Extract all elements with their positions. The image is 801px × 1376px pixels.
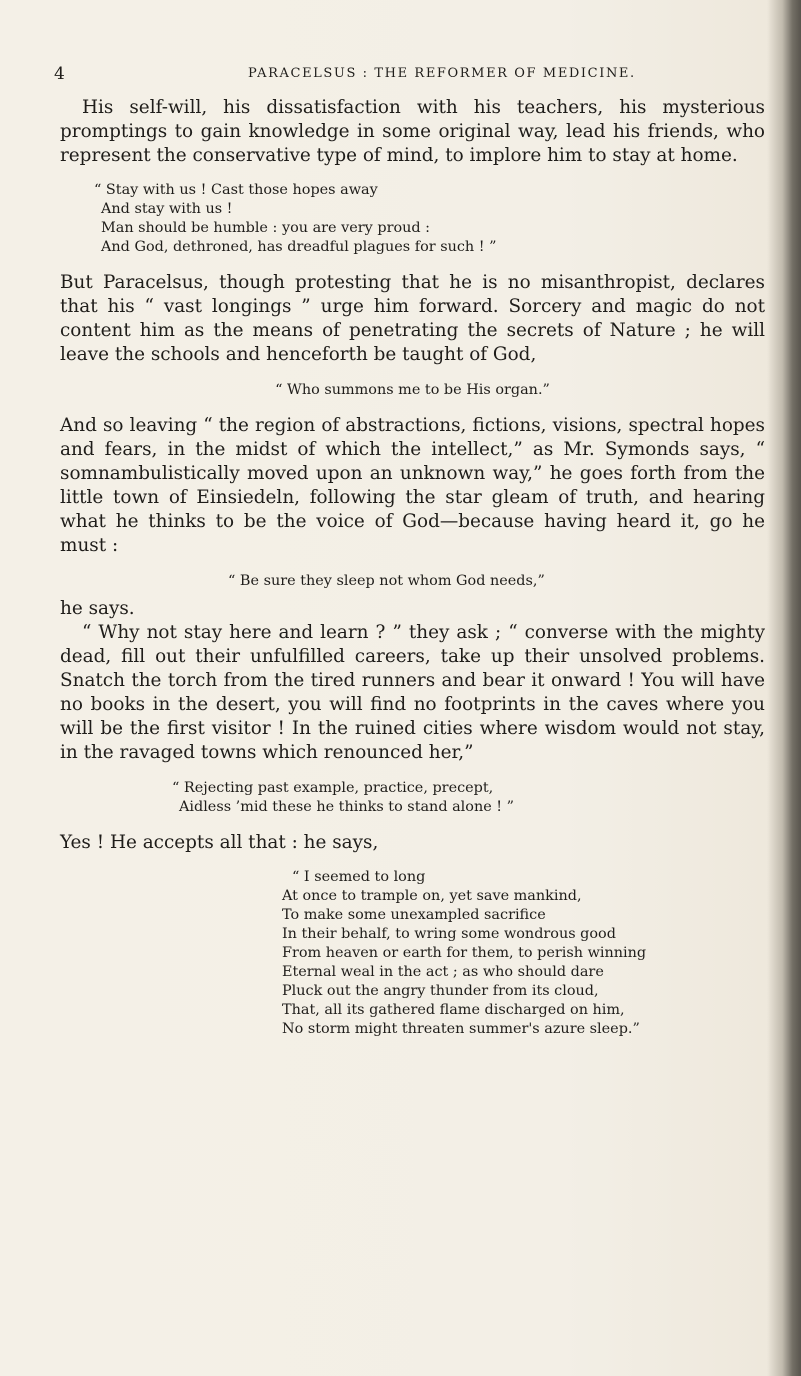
paragraph-2: But Paracelsus, though protesting that he is no misanthropist, declares that his “ vast longings ” urge him forward. Sorcery and magic do not content him as the means of penetrating the secrets of Nature ; he will leave the schools and henceforth be taught of God, bbox=[60, 272, 765, 365]
page-text bbox=[60, 96, 765, 1039]
page-number: 4 bbox=[54, 64, 66, 84]
verse-quote-3: “ Be sure they sleep not whom God needs,” bbox=[228, 573, 545, 589]
verse-line: That, all its gathered flame discharged on him, bbox=[282, 1002, 625, 1018]
verse-line: And God, dethroned, has dreadful plagues for such ! ” bbox=[101, 239, 497, 255]
paragraph-4: “ Why not stay here and learn ? ” they ask ; “ converse with the mighty dead, fill out their unfulfilled careers, take up their unsolved problems. Snatch the torch from the tired runners and bear it onward ! You will have no books in the desert, you will find no footprints in the caves where you will be the first visitor ! In the ruined cities where wisdom would not stay, in the ravaged towns which renounced her,” bbox=[60, 622, 765, 763]
verse-quote-1 bbox=[94, 181, 765, 257]
verse-line: Eternal weal in the act ; as who should dare bbox=[282, 964, 604, 980]
verse-quote-5 bbox=[60, 868, 765, 1039]
verse-line: From heaven or earth for them, to perish winning bbox=[282, 945, 647, 961]
verse-line: Man should be humble : you are very proud : bbox=[101, 220, 431, 236]
verse-line: To make some unexampled sacrifice bbox=[282, 907, 546, 923]
verse-line: “ Rejecting past example, practice, precept, bbox=[172, 780, 494, 796]
verse-line: No storm might threaten summer's azure sleep.” bbox=[282, 1021, 640, 1037]
verse-quote-4 bbox=[172, 779, 765, 817]
paragraph-3: And so leaving “ the region of abstractions, fictions, visions, spectral hopes and fears, in the midst of which the intellect,” as Mr. Symonds says, “ somnambulistically moved upon an unknown way,” he goes forth from the little town of Einsiedeln, following the star gleam of truth, and hearing what he thinks to be the voice of God—because having heard it, go he must : bbox=[60, 415, 765, 556]
paragraph-1: His self-will, his dissatisfaction with his teachers, his mysterious promptings to gain knowledge in some original way, lead his friends, who represent the conservative type of mind, to implore him to stay at home. bbox=[60, 97, 765, 166]
running-header bbox=[0, 64, 801, 86]
verse-line: In their behalf, to wring some wondrous good bbox=[282, 926, 616, 942]
verse-line: At once to trample on, yet save mankind, bbox=[282, 888, 582, 904]
verse-line: Aidless ’mid these he thinks to stand alone ! ” bbox=[179, 799, 515, 815]
verse-line: “ I seemed to long bbox=[292, 869, 426, 885]
running-title: PARACELSUS : THE REFORMER OF MEDICINE. bbox=[248, 66, 636, 81]
verse-line: “ Stay with us ! Cast those hopes away bbox=[94, 182, 378, 198]
paragraph-5: Yes ! He accepts all that : he says, bbox=[60, 832, 379, 853]
page-binding-shadow bbox=[767, 0, 801, 1376]
verse-quote-2: “ Who summons me to be His organ.” bbox=[275, 382, 550, 398]
paragraph-4-lead: he says. bbox=[60, 598, 135, 619]
verse-line: And stay with us ! bbox=[101, 201, 233, 217]
verse-line: Pluck out the angry thunder from its cloud, bbox=[282, 983, 599, 999]
